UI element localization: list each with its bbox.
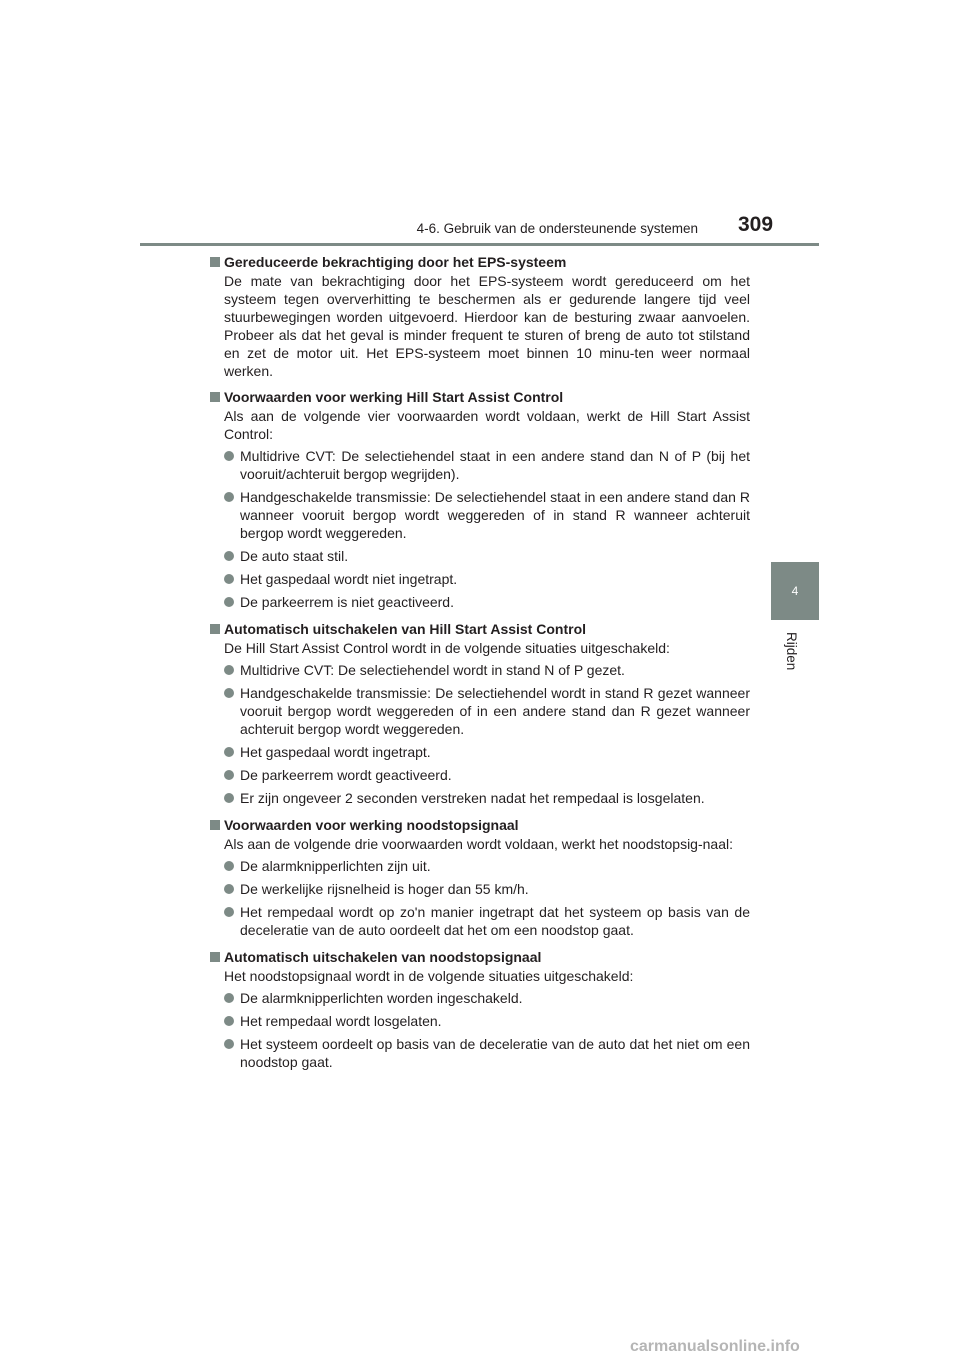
section-heading <box>210 948 750 967</box>
circle-bullet-icon <box>224 1016 234 1026</box>
section-paragraph: De Hill Start Assist Control wordt in de volgende situaties uitgeschakeld: <box>224 640 670 656</box>
circle-bullet-icon <box>224 551 234 561</box>
list-item-text: De alarmknipperlichten worden ingeschakeld. <box>240 990 523 1006</box>
bullet-list <box>210 989 750 1071</box>
page-content <box>210 253 750 1080</box>
section-paragraph: Het noodstopsignaal wordt in de volgende situaties uitgeschakeld: <box>224 968 634 984</box>
chapter-title: 4-6. Gebruik van de ondersteunende systemen <box>416 221 698 236</box>
list-item-text: De auto staat stil. <box>240 548 349 564</box>
square-bullet-icon <box>210 820 220 830</box>
circle-bullet-icon <box>224 884 234 894</box>
list-item-text: Het gaspedaal wordt ingetrapt. <box>240 744 431 760</box>
list-item-text: De alarmknipperlichten zijn uit. <box>240 858 431 874</box>
circle-bullet-icon <box>224 492 234 502</box>
bullet-list <box>210 661 750 807</box>
section <box>210 253 750 388</box>
list-item <box>210 661 750 679</box>
chapter-tab[interactable] <box>771 562 819 620</box>
square-bullet-icon <box>210 624 220 634</box>
section-heading-text: Voorwaarden voor werking Hill Start Assist Control <box>224 389 564 405</box>
section-heading-text: Gereduceerde bekrachtiging door het EPS-systeem <box>224 254 567 270</box>
circle-bullet-icon <box>224 861 234 871</box>
list-item-text: De werkelijke rijsnelheid is hoger dan 55 km/h. <box>240 881 529 897</box>
chapter-tab-label: Rijden <box>784 632 799 671</box>
list-item <box>210 1012 750 1030</box>
section-paragraph: Als aan de volgende vier voorwaarden wordt voldaan, werkt de Hill Start Assist Control: <box>224 408 750 442</box>
list-item-text: Handgeschakelde transmissie: De selectiehendel wordt in stand R gezet wanneer vooruit bergop wordt weggereden of in een andere stand dan R gezet wanneer achteruit bergop wordt weggereden. <box>240 685 750 737</box>
square-bullet-icon <box>210 392 220 402</box>
circle-bullet-icon <box>224 688 234 698</box>
list-item-text: De parkeerrem is niet geactiveerd. <box>240 594 454 610</box>
list-item-text: Het rempedaal wordt losgelaten. <box>240 1013 442 1029</box>
list-item <box>210 684 750 738</box>
section-heading <box>210 253 750 272</box>
circle-bullet-icon <box>224 574 234 584</box>
list-item <box>210 447 750 483</box>
list-item-text: Handgeschakelde transmissie: De selectiehendel staat in een andere stand dan R wanneer vooruit bergop wordt weggereden of in stand R wanneer achteruit bergop wordt weggereden. <box>240 489 750 541</box>
header-divider <box>140 243 819 246</box>
list-item-text: Het gaspedaal wordt niet ingetrapt. <box>240 571 458 587</box>
section <box>210 948 750 1080</box>
list-item <box>210 789 750 807</box>
bullet-list <box>210 447 750 611</box>
circle-bullet-icon <box>224 747 234 757</box>
section-heading-text: Voorwaarden voor werking noodstopsignaal <box>224 817 519 833</box>
section-paragraph: Als aan de volgende drie voorwaarden wordt voldaan, werkt het noodstopsig-naal: <box>224 836 733 852</box>
list-item <box>210 1035 750 1071</box>
circle-bullet-icon <box>224 770 234 780</box>
circle-bullet-icon <box>224 1039 234 1049</box>
section-paragraph: De mate van bekrachtiging door het EPS-systeem wordt gereduceerd om het systeem tegen oververhitting te beschermen als er gedurende langere tijd veel stuurbewegingen worden uitgevoerd. Hierdoor kan de besturing zwaar aanvoelen. Probeer als dat het geval is minder frequent te sturen of breng de auto tot stilstand en zet de motor uit. Het EPS-systeem moet binnen 10 minu-ten weer normaal werken. <box>224 273 750 379</box>
bullet-list <box>210 857 750 939</box>
section-heading-text: Automatisch uitschakelen van Hill Start Assist Control <box>224 621 587 637</box>
circle-bullet-icon <box>224 907 234 917</box>
list-item-text: Het systeem oordeelt op basis van de deceleratie van de auto dat het niet om een noodstop gaat. <box>240 1036 750 1070</box>
list-item <box>210 547 750 565</box>
section-heading <box>210 388 750 407</box>
list-item <box>210 570 750 588</box>
section-heading <box>210 816 750 835</box>
circle-bullet-icon <box>224 793 234 803</box>
list-item <box>210 857 750 875</box>
section <box>210 620 750 816</box>
list-item-text: Het rempedaal wordt op zo'n manier ingetrapt dat het systeem op basis van de deceleratie van de auto oordeelt dat het om een noodstop gaat. <box>240 904 750 938</box>
list-item-text: Multidrive CVT: De selectiehendel wordt in stand N of P gezet. <box>240 662 625 678</box>
watermark: carmanualsonline.info <box>630 1338 800 1355</box>
page-header <box>0 0 960 250</box>
circle-bullet-icon <box>224 597 234 607</box>
circle-bullet-icon <box>224 665 234 675</box>
list-item <box>210 989 750 1007</box>
page-number: 309 <box>738 213 774 236</box>
section <box>210 816 750 948</box>
list-item-text: Er zijn ongeveer 2 seconden verstreken nadat het rempedaal is losgelaten. <box>240 790 705 806</box>
chapter-tab-number: 4 <box>791 584 799 598</box>
list-item-text: De parkeerrem wordt geactiveerd. <box>240 767 452 783</box>
list-item <box>210 880 750 898</box>
square-bullet-icon <box>210 257 220 267</box>
list-item <box>210 903 750 939</box>
list-item <box>210 593 750 611</box>
list-item-text: Multidrive CVT: De selectiehendel staat in een andere stand dan N of P (bij het vooruit/achteruit bergop wegrijden). <box>240 448 750 482</box>
section <box>210 388 750 620</box>
circle-bullet-icon <box>224 993 234 1003</box>
circle-bullet-icon <box>224 451 234 461</box>
list-item <box>210 488 750 542</box>
list-item <box>210 766 750 784</box>
section-heading-text: Automatisch uitschakelen van noodstopsignaal <box>224 949 542 965</box>
section-heading <box>210 620 750 639</box>
list-item <box>210 743 750 761</box>
square-bullet-icon <box>210 952 220 962</box>
